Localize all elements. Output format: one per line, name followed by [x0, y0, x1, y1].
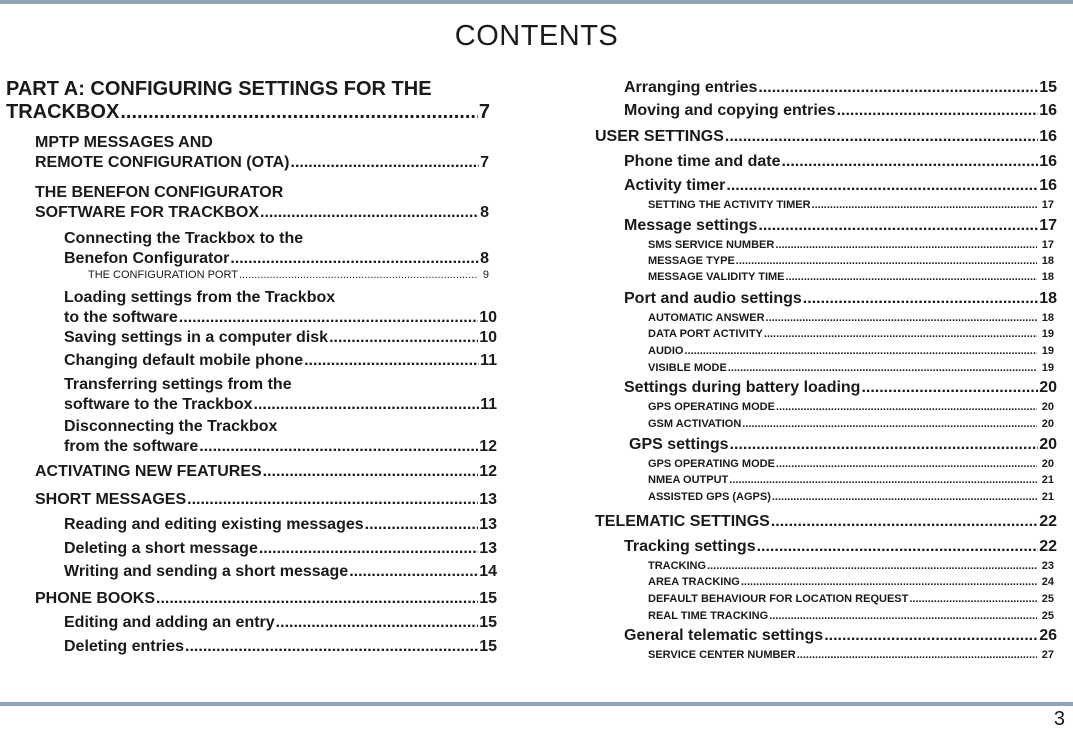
- leader-dots: [185, 638, 478, 656]
- toc-entry-text: Benefon Configurator: [64, 250, 230, 267]
- toc-page-number: 27: [1041, 649, 1054, 661]
- toc-entry-activating[interactable]: [35, 463, 497, 481]
- leader-dots: [156, 590, 478, 608]
- leader-dots: [797, 649, 1037, 661]
- toc-entry-text: Editing and adding an entry: [64, 614, 275, 631]
- leader-dots: [837, 102, 1039, 120]
- toc-entry-real-time-tracking[interactable]: [648, 610, 1054, 622]
- leader-dots: [776, 401, 1037, 413]
- toc-entry-text: TRACKBOX: [6, 101, 120, 123]
- leader-dots: [812, 199, 1037, 211]
- toc-entry-port-audio[interactable]: [624, 290, 1057, 308]
- leader-dots: [239, 269, 478, 281]
- leader-dots: [909, 593, 1036, 605]
- toc-entry-arranging[interactable]: [624, 79, 1057, 97]
- toc-page-number: 20: [1039, 379, 1057, 396]
- toc-page-number: 12: [479, 438, 497, 455]
- leader-dots: [725, 128, 1038, 146]
- toc-entry-setting-activity-timer[interactable]: [648, 199, 1054, 211]
- leader-dots: [254, 395, 480, 415]
- toc-entry-text: GPS OPERATING MODE: [648, 458, 775, 470]
- toc-page-number: 20: [1041, 418, 1054, 430]
- toc-page-number: 18: [1041, 271, 1054, 283]
- toc-entry-text: Port and audio settings: [624, 290, 802, 307]
- toc-page-number: 10: [479, 309, 497, 326]
- toc-entry-gps-operating-mode-a[interactable]: [648, 401, 1054, 413]
- toc-entry-text: THE BENEFON CONFIGURATOR: [35, 184, 284, 201]
- leader-dots: [728, 362, 1037, 374]
- toc-entry-text: PHONE BOOKS: [35, 590, 156, 607]
- leader-dots: [775, 239, 1036, 251]
- toc-entry-text: MPTP MESSAGES AND: [35, 134, 213, 151]
- toc-entry-text: Writing and sending a short message: [64, 563, 349, 580]
- toc-page-number: 9: [482, 269, 489, 281]
- toc-entry-audio[interactable]: [648, 345, 1054, 357]
- leader-dots: [758, 217, 1038, 235]
- leader-dots: [730, 436, 1039, 454]
- bottom-rule: [0, 702, 1073, 706]
- toc-entry-gps-operating-mode-b[interactable]: [648, 458, 1054, 470]
- leader-dots: [824, 627, 1038, 645]
- toc-entry-text: Activity timer: [624, 177, 726, 194]
- toc-entry-text: TELEMATIC SETTINGS: [595, 513, 770, 530]
- toc-page-number: 15: [1039, 79, 1057, 96]
- leader-dots: [742, 418, 1036, 430]
- toc-page-number: 19: [1041, 345, 1054, 357]
- leader-dots: [263, 463, 479, 481]
- toc-page-number: 21: [1041, 474, 1054, 486]
- toc-entry-text: Reading and editing existing messages: [64, 516, 364, 533]
- toc-entry-text: TRACKING: [648, 560, 707, 572]
- toc-entry-text: MESSAGE VALIDITY TIME: [648, 271, 785, 283]
- toc-page-number: 25: [1041, 610, 1054, 622]
- toc-entry-sms-service-number[interactable]: [648, 239, 1054, 251]
- toc-entry-message-validity[interactable]: [648, 271, 1054, 283]
- toc-entry-text: AREA TRACKING: [648, 576, 740, 588]
- toc-entry-text: VISIBLE MODE: [648, 362, 727, 374]
- leader-dots: [803, 290, 1038, 308]
- toc-entry-reading[interactable]: [64, 516, 497, 534]
- toc-entry-text: AUDIO: [648, 345, 684, 357]
- leader-dots: [766, 312, 1037, 324]
- toc-page-number: 7: [478, 101, 490, 123]
- toc-entry-message-type[interactable]: [648, 255, 1054, 267]
- toc-page-number: 17: [1041, 239, 1054, 251]
- toc-entry-text: SHORT MESSAGES: [35, 491, 187, 508]
- leader-dots: [349, 563, 478, 581]
- leader-dots: [776, 458, 1037, 470]
- page-title: CONTENTS: [454, 20, 619, 52]
- leader-dots: [291, 153, 480, 173]
- toc-entry-text: SOFTWARE FOR TRACKBOX: [35, 204, 259, 221]
- toc-entry-text: Changing default mobile phone: [64, 352, 304, 369]
- toc-entry-changing[interactable]: [64, 352, 497, 370]
- leader-dots: [707, 560, 1037, 572]
- toc-entry-text: DATA PORT ACTIVITY: [648, 328, 763, 340]
- toc-entry-text: from the software: [64, 438, 199, 455]
- toc-entry-text: Transferring settings from the: [64, 376, 292, 393]
- toc-entry-text: Saving settings in a computer disk: [64, 329, 329, 346]
- toc-page-number: 16: [1039, 128, 1057, 145]
- leader-dots: [179, 308, 478, 328]
- toc-page-number: 16: [1039, 177, 1057, 194]
- toc-entry-disconnecting[interactable]: [64, 417, 497, 457]
- toc-entry-general-telematic[interactable]: [624, 627, 1057, 645]
- toc-page-number: 20: [1041, 401, 1054, 413]
- toc-entry-text: Tracking settings: [624, 538, 756, 555]
- toc-entry-mptp[interactable]: [35, 133, 489, 173]
- toc-entry-transferring[interactable]: [64, 375, 497, 415]
- toc-entry-text: Phone time and date: [624, 153, 781, 170]
- toc-entry-nmea-output[interactable]: [648, 474, 1054, 486]
- toc-entry-user-settings[interactable]: [595, 128, 1057, 146]
- leader-dots: [741, 576, 1037, 588]
- toc-entry-phone-books[interactable]: [35, 590, 497, 608]
- toc-entry-text: DEFAULT BEHAVIOUR FOR LOCATION REQUEST: [648, 593, 909, 605]
- toc-page-number: 23: [1041, 560, 1054, 572]
- toc-entry-text: Arranging entries: [624, 79, 758, 96]
- toc-entry-text: Loading settings from the Trackbox: [64, 289, 336, 306]
- toc-page-number: 16: [1039, 153, 1057, 170]
- toc-page-number: 15: [479, 590, 497, 607]
- toc-entry-deleting-short-message[interactable]: [64, 540, 497, 558]
- toc-entry-text: Deleting a short message: [64, 540, 258, 557]
- toc-page-number: 24: [1041, 576, 1054, 588]
- leader-dots: [729, 474, 1036, 486]
- top-rule: [0, 0, 1073, 4]
- toc-entry-text: Deleting entries: [64, 638, 185, 655]
- toc-entry-service-center-number[interactable]: [648, 649, 1054, 661]
- toc-page-number: 7: [480, 154, 489, 171]
- toc-page-number: 17: [1039, 217, 1057, 234]
- toc-entry-text: MESSAGE TYPE: [648, 255, 735, 267]
- toc-entry-data-port-activity[interactable]: [648, 328, 1054, 340]
- leader-dots: [259, 540, 478, 558]
- leader-dots: [758, 79, 1038, 97]
- toc-entry-benefon-configurator[interactable]: [35, 183, 489, 223]
- leader-dots: [187, 491, 478, 509]
- toc-entry-text: SMS SERVICE NUMBER: [648, 239, 775, 251]
- toc-page-number: 18: [1039, 290, 1057, 307]
- toc-page-number: 19: [1041, 328, 1054, 340]
- toc-entry-connecting[interactable]: [64, 229, 489, 269]
- toc-entry-text: General telematic settings: [624, 627, 824, 644]
- toc-entry-text: SETTING THE ACTIVITY TIMER: [648, 199, 811, 211]
- leader-dots: [861, 379, 1038, 397]
- toc-entry-text: AUTOMATIC ANSWER: [648, 312, 765, 324]
- toc-page-number: 8: [480, 204, 489, 221]
- leader-dots: [764, 328, 1037, 340]
- toc-page-number: 15: [479, 614, 497, 631]
- toc-page-number: 18: [1041, 312, 1054, 324]
- leader-dots: [260, 203, 479, 223]
- toc-entry-text: SERVICE CENTER NUMBER: [648, 649, 796, 661]
- toc-page-number: 11: [480, 396, 497, 413]
- toc-page-number: 20: [1039, 436, 1057, 453]
- toc-entry-text: Moving and copying entries: [624, 102, 836, 119]
- toc-page-number: 14: [479, 563, 497, 580]
- toc-page-number: 13: [479, 516, 497, 533]
- toc-entry-text: REMOTE CONFIGURATION (OTA): [35, 154, 290, 171]
- toc-entry-text: REAL TIME TRACKING: [648, 610, 769, 622]
- leader-dots: [230, 249, 479, 269]
- leader-dots: [736, 255, 1037, 267]
- toc-entry-text: to the software: [64, 309, 178, 326]
- page-number: 3: [1053, 708, 1065, 730]
- toc-page-number: 8: [480, 250, 489, 267]
- toc-entry-automatic-answer[interactable]: [648, 312, 1054, 324]
- leader-dots: [329, 329, 478, 347]
- toc-entry-tracking[interactable]: [648, 560, 1054, 572]
- toc-entry-assisted-gps[interactable]: [648, 491, 1054, 503]
- leader-dots: [120, 101, 478, 124]
- toc-entry-text: NMEA OUTPUT: [648, 474, 729, 486]
- toc-page-number: 10: [479, 329, 497, 346]
- toc-entry-deleting-entries[interactable]: [64, 638, 497, 656]
- toc-entry-text: GPS OPERATING MODE: [648, 401, 775, 413]
- toc-entry-short-messages[interactable]: [35, 491, 497, 509]
- toc-entry-text: PART A: CONFIGURING SETTINGS FOR THE: [6, 78, 432, 100]
- toc-entry-phone-time[interactable]: [624, 153, 1057, 171]
- toc-entry-editing[interactable]: [64, 614, 497, 632]
- leader-dots: [757, 538, 1039, 556]
- toc-entry-text: Connecting the Trackbox to the: [64, 230, 304, 247]
- toc-page-number: 20: [1041, 458, 1054, 470]
- toc-page-number: 16: [1039, 102, 1057, 119]
- toc-entry-loading[interactable]: [64, 288, 497, 328]
- toc-entry-part-a[interactable]: [6, 78, 490, 124]
- toc-page-number: 15: [479, 638, 497, 655]
- toc-entry-writing[interactable]: [64, 563, 497, 581]
- toc-entry-saving[interactable]: [64, 329, 497, 347]
- toc-entry-text: THE CONFIGURATION PORT: [88, 269, 238, 281]
- toc-entry-text: Disconnecting the Trackbox: [64, 418, 278, 435]
- toc-entry-text: GSM ACTIVATION: [648, 418, 742, 430]
- toc-page-number: 19: [1041, 362, 1054, 374]
- leader-dots: [365, 516, 479, 534]
- toc-entry-visible-mode[interactable]: [648, 362, 1054, 374]
- toc-entry-text: ASSISTED GPS (AGPS): [648, 491, 771, 503]
- leader-dots: [304, 352, 479, 370]
- toc-entry-gps-settings[interactable]: [629, 436, 1057, 454]
- toc-entry-text: software to the Trackbox: [64, 396, 253, 413]
- toc-entry-telematic-settings[interactable]: [595, 513, 1057, 531]
- toc-page-number: 22: [1039, 513, 1057, 530]
- leader-dots: [684, 345, 1036, 357]
- leader-dots: [769, 610, 1037, 622]
- leader-dots: [781, 153, 1038, 171]
- leader-dots: [276, 614, 479, 632]
- leader-dots: [786, 271, 1037, 283]
- toc-page-number: 22: [1039, 538, 1057, 555]
- leader-dots: [199, 437, 478, 457]
- toc-entry-activity-timer[interactable]: [624, 177, 1057, 195]
- toc-page-number: 11: [480, 352, 497, 369]
- toc-page-number: 25: [1041, 593, 1054, 605]
- toc-entry-text: ACTIVATING NEW FEATURES: [35, 463, 262, 480]
- leader-dots: [772, 491, 1037, 503]
- toc-entry-text: Settings during battery loading: [624, 379, 861, 396]
- toc-entry-default-behaviour[interactable]: [648, 593, 1054, 605]
- toc-page-number: 26: [1039, 627, 1057, 644]
- toc-entry-gsm-activation[interactable]: [648, 418, 1054, 430]
- toc-page-number: 13: [479, 491, 497, 508]
- toc-entry-battery-loading[interactable]: [624, 379, 1057, 397]
- toc-page-number: 12: [479, 463, 497, 480]
- toc-page-number: 13: [479, 540, 497, 557]
- toc-entry-message-settings[interactable]: [624, 217, 1057, 235]
- leader-dots: [771, 513, 1038, 531]
- toc-entry-area-tracking[interactable]: [648, 576, 1054, 588]
- toc-entry-text: USER SETTINGS: [595, 128, 724, 145]
- leader-dots: [726, 177, 1038, 195]
- toc-entry-tracking-settings[interactable]: [624, 538, 1057, 556]
- toc-entry-text: Message settings: [624, 217, 758, 234]
- toc-page-number: 18: [1041, 255, 1054, 267]
- toc-entry-moving[interactable]: [624, 102, 1057, 120]
- toc-page-number: 21: [1041, 491, 1054, 503]
- toc-page-number: 17: [1041, 199, 1054, 211]
- toc-entry-text: GPS settings: [629, 436, 729, 453]
- toc-entry-config-port[interactable]: [88, 269, 489, 281]
